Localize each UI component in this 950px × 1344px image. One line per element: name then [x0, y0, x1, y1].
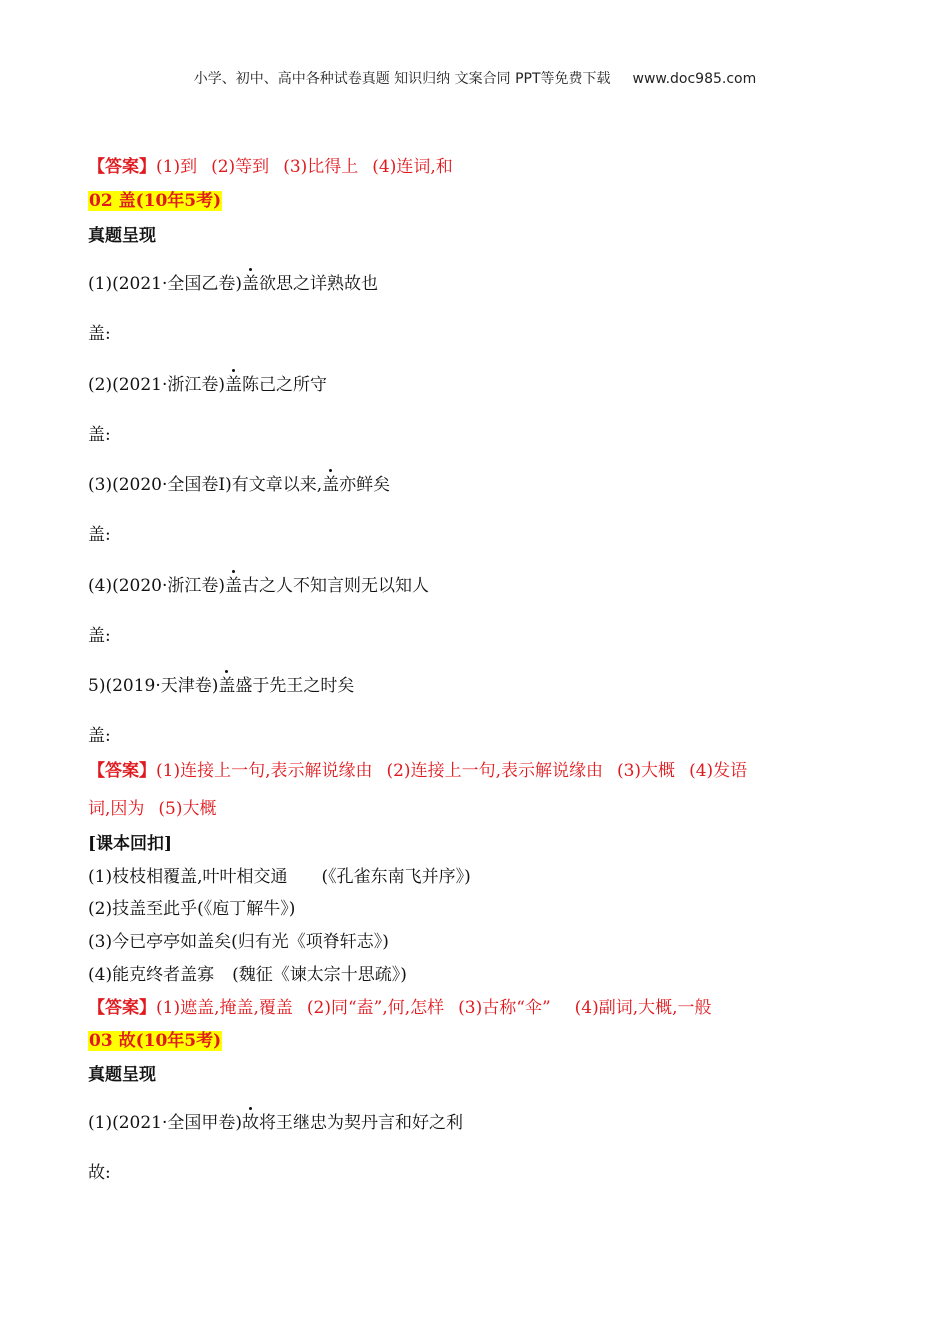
answer-item: (1)到: [156, 157, 198, 177]
emphasized-char: 盖: [322, 475, 340, 495]
page-header: [0, 68, 950, 88]
answer-item: (4)连词,和: [372, 157, 453, 177]
question-1: (1)(2021·全国甲卷)故将王继忠为契丹言和好之利: [88, 1113, 464, 1133]
header-text: 小学、初中、高中各种试卷真题 知识归纳 文案合同 PPT等免费下载: [193, 71, 611, 87]
answer-blank: 故:: [88, 1163, 111, 1183]
question-2: (2)(2021·浙江卷)盖陈己之所守: [88, 375, 328, 395]
answer-tag: 【答案】: [88, 998, 156, 1018]
answer-blank: 盖:: [88, 425, 111, 445]
section-subheading: 真题呈现: [88, 226, 156, 246]
section-subheading: 真题呈现: [88, 1065, 156, 1085]
emphasized-char: 盖: [225, 576, 243, 596]
emphasized-char: 盖: [242, 274, 260, 294]
question-1: (1)(2021·全国乙卷)盖欲思之详熟故也: [88, 274, 379, 294]
section-02-title: 02 盖(10年5考): [89, 191, 222, 211]
question-5: 5)(2019·天津卷)盖盛于先王之时矣: [88, 676, 355, 696]
answer-blank: 盖:: [88, 626, 111, 646]
textbook-item: (2)技盖至此乎(《庖丁解牛》): [88, 899, 296, 919]
section-03-title: 03 故(10年5考): [89, 1031, 222, 1051]
answer-textbook: 【答案】(1)遮盖,掩盖,覆盖 (2)同“盍”,何,怎样 (3)古称“伞” (4)副词,大概,一般: [88, 998, 712, 1018]
answer-item: (3)比得上: [283, 157, 359, 177]
textbook-item: (1)枝枝相覆盖,叶叶相交通 (《孔雀东南飞并序》): [88, 867, 471, 887]
question-3: (3)(2020·全国卷Ⅰ)有文章以来,盖亦鲜矣: [88, 475, 391, 495]
section-heading: [88, 190, 222, 212]
section-heading: [88, 1030, 222, 1052]
answer-blank: 盖:: [88, 726, 111, 746]
textbook-item: (3)今已亭亭如盖矣(归有光《项脊轩志》): [88, 932, 389, 952]
answer-01: [88, 156, 453, 178]
question-4: (4)(2020·浙江卷)盖古之人不知言则无以知人: [88, 576, 430, 596]
header-site-link[interactable]: www.doc985.com: [632, 71, 757, 87]
answer-02-continued: 词,因为 (5)大概: [88, 799, 217, 819]
answer-item: (2)等到: [211, 157, 270, 177]
answer-02: 【答案】(1)连接上一句,表示解说缘由 (2)连接上一句,表示解说缘由 (3)大概 (4)发语: [88, 761, 748, 781]
answer-blank: 盖:: [88, 324, 111, 344]
textbook-item: (4)能克终者盖寡 (魏征《谏太宗十思疏》): [88, 965, 407, 985]
emphasized-char: 盖: [218, 676, 236, 696]
emphasized-char: 故: [242, 1113, 260, 1133]
answer-blank: 盖:: [88, 525, 111, 545]
textbook-heading: [课本回扣]: [88, 834, 173, 854]
answer-tag: 【答案】: [88, 157, 156, 177]
emphasized-char: 盖: [225, 375, 243, 395]
answer-tag: 【答案】: [88, 761, 156, 781]
